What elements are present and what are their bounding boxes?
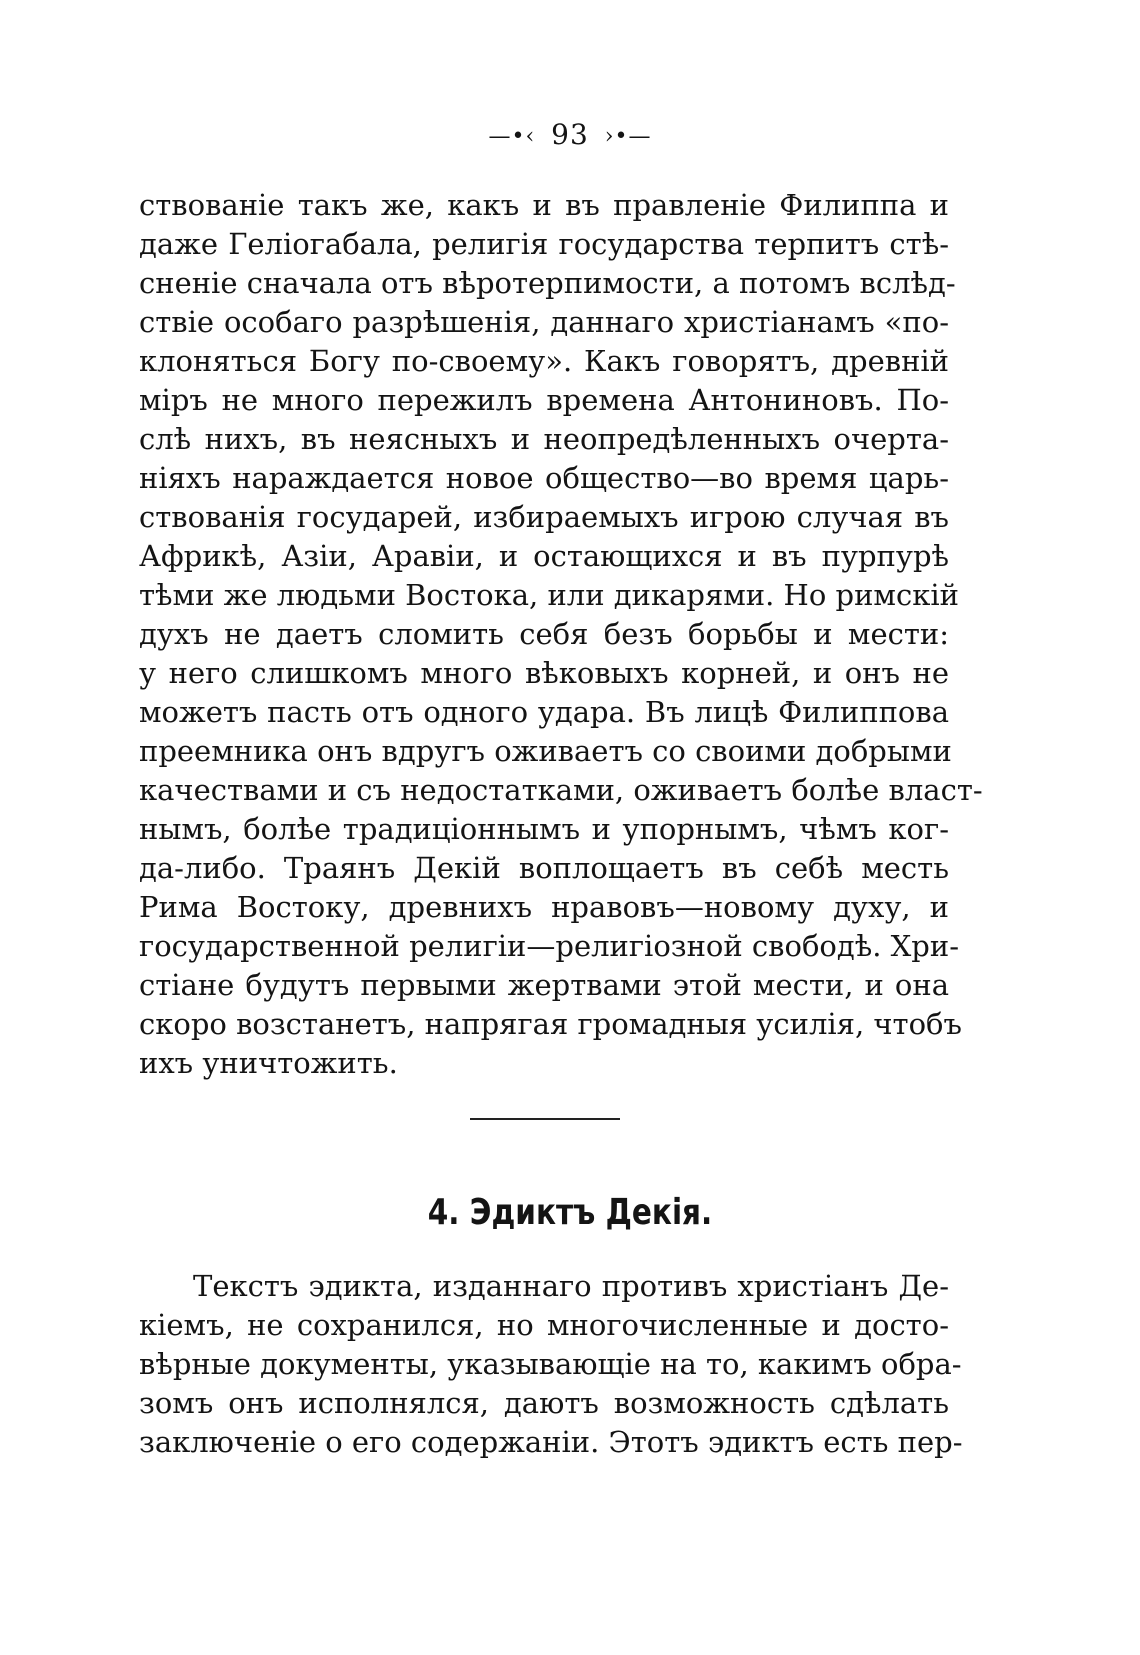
- text-line: можетъ пасть отъ одного удара. Въ лицѣ Филиппова: [139, 695, 949, 729]
- text-line: Африкѣ, Азіи, Аравіи, и остающихся и въ пурпурѣ: [139, 539, 949, 573]
- text-line: ствіе особаго разрѣшенія, даннаго христіанамъ «по-: [139, 305, 949, 339]
- text-line: вѣрные документы, указывающіе на то, какимъ обра-: [139, 1347, 962, 1381]
- text-line: качествами и съ недостатками, оживаетъ болѣе власт-: [139, 773, 983, 807]
- text-line: нымъ, болѣе традиціоннымъ и упорнымъ, чѣмъ ког-: [139, 812, 949, 846]
- text-line: ствованіе такъ же, какъ и въ правленіе Филиппа и: [139, 188, 949, 222]
- paragraph-2: [139, 1267, 963, 1462]
- text-line: зомъ онъ исполнялся, даютъ возможность сдѣлать: [139, 1386, 949, 1420]
- right-ornament: ›•—: [604, 124, 652, 149]
- left-ornament: —•‹: [488, 124, 536, 149]
- text-line: преемника онъ вдругъ оживаетъ со своими добрыми: [139, 734, 952, 768]
- text-line: міръ не много пережилъ времена Антониновъ. По-: [139, 383, 949, 417]
- section-divider: [470, 1118, 620, 1120]
- text-line: Текстъ эдикта, изданнаго противъ христіанъ Де-: [193, 1269, 949, 1303]
- running-head: [0, 118, 1140, 151]
- text-line: даже Геліогабала, религія государства терпитъ стѣ-: [139, 227, 949, 261]
- text-line: ніяхъ нараждается новое общество—во время царь-: [139, 461, 949, 495]
- text-line: ихъ уничтожить.: [139, 1046, 398, 1080]
- text-line: стіане будутъ первыми жертвами этой мести, и она: [139, 968, 949, 1002]
- text-line: да-либо. Траянъ Декій воплощаетъ въ себѣ месть: [139, 851, 949, 885]
- section-heading: 4. Эдиктъ Декія.: [427, 1192, 713, 1233]
- text-line: сненіе сначала отъ вѣротерпимости, а потомъ вслѣд-: [139, 266, 956, 300]
- text-line: скоро возстанетъ, напрягая громадныя усилія, чтобъ: [139, 1007, 962, 1041]
- paragraph-1: [139, 186, 983, 1083]
- text-line: заключеніе о его содержаніи. Этотъ эдиктъ есть пер-: [139, 1425, 963, 1459]
- text-line: ствованія государей, избираемыхъ игрою случая въ: [139, 500, 949, 534]
- text-line: духъ не даетъ сломить себя безъ борьбы и мести:: [139, 617, 949, 651]
- page-number: 93: [551, 118, 589, 151]
- text-line: у него слишкомъ много вѣковыхъ корней, и онъ не: [139, 656, 949, 690]
- text-line: тѣми же людьми Востока, или дикарями. Но римскій: [139, 578, 959, 612]
- text-line: государственной религіи—религіозной свободѣ. Хри-: [139, 929, 960, 963]
- text-line: слѣ нихъ, въ неясныхъ и неопредѣленныхъ очерта-: [139, 422, 949, 456]
- text-line: клоняться Богу по-своему». Какъ говорятъ, древній: [139, 344, 949, 378]
- text-line: Рима Востоку, древнихъ нравовъ—новому духу, и: [139, 890, 949, 924]
- text-line: кіемъ, не сохранился, но многочисленные и досто-: [139, 1308, 949, 1342]
